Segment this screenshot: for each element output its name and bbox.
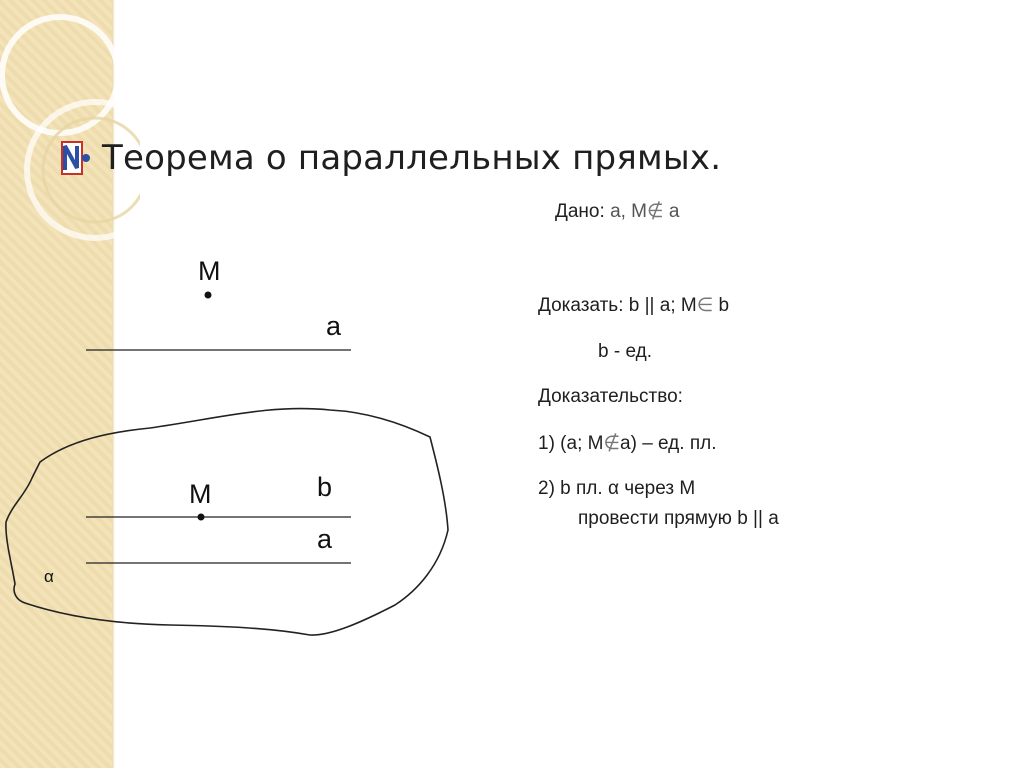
plane-alpha-label: α bbox=[44, 567, 54, 586]
proof-heading: Доказательство: bbox=[538, 386, 683, 407]
top-point-label: M bbox=[198, 256, 221, 286]
proof-step-1-suffix: а) – ед. пл. bbox=[620, 433, 717, 454]
proof-step-1-prefix: 1) (а; M bbox=[538, 433, 604, 454]
prove-line-2: b - ед. bbox=[598, 341, 652, 362]
top-line-label: a bbox=[326, 311, 342, 341]
plane-line-b-label: b bbox=[317, 472, 333, 502]
page-title: Теорема о параллельных прямых. bbox=[102, 138, 722, 178]
proof-step-2-line-2: провести прямую b || а bbox=[578, 508, 779, 529]
top-point-m bbox=[205, 292, 212, 299]
prove-suffix: b bbox=[713, 295, 730, 316]
given-prefix: Дано: bbox=[555, 201, 605, 222]
in-symbol: ∈ bbox=[696, 295, 714, 316]
given-value-b: а bbox=[668, 201, 680, 222]
plane-line-a-label: a bbox=[317, 524, 333, 554]
plane-point-label: M bbox=[189, 479, 212, 509]
not-in-symbol-2: ∉ bbox=[603, 433, 621, 454]
not-in-symbol: ∉ bbox=[647, 201, 664, 222]
plane-point-m bbox=[198, 514, 205, 521]
plane-alpha-outline bbox=[6, 409, 448, 635]
given-value-a: а, M bbox=[610, 201, 648, 222]
prove-prefix: Доказать: b || а; M bbox=[538, 295, 697, 316]
proof-step-2-line-1: 2) b пл. α через M bbox=[538, 478, 696, 499]
